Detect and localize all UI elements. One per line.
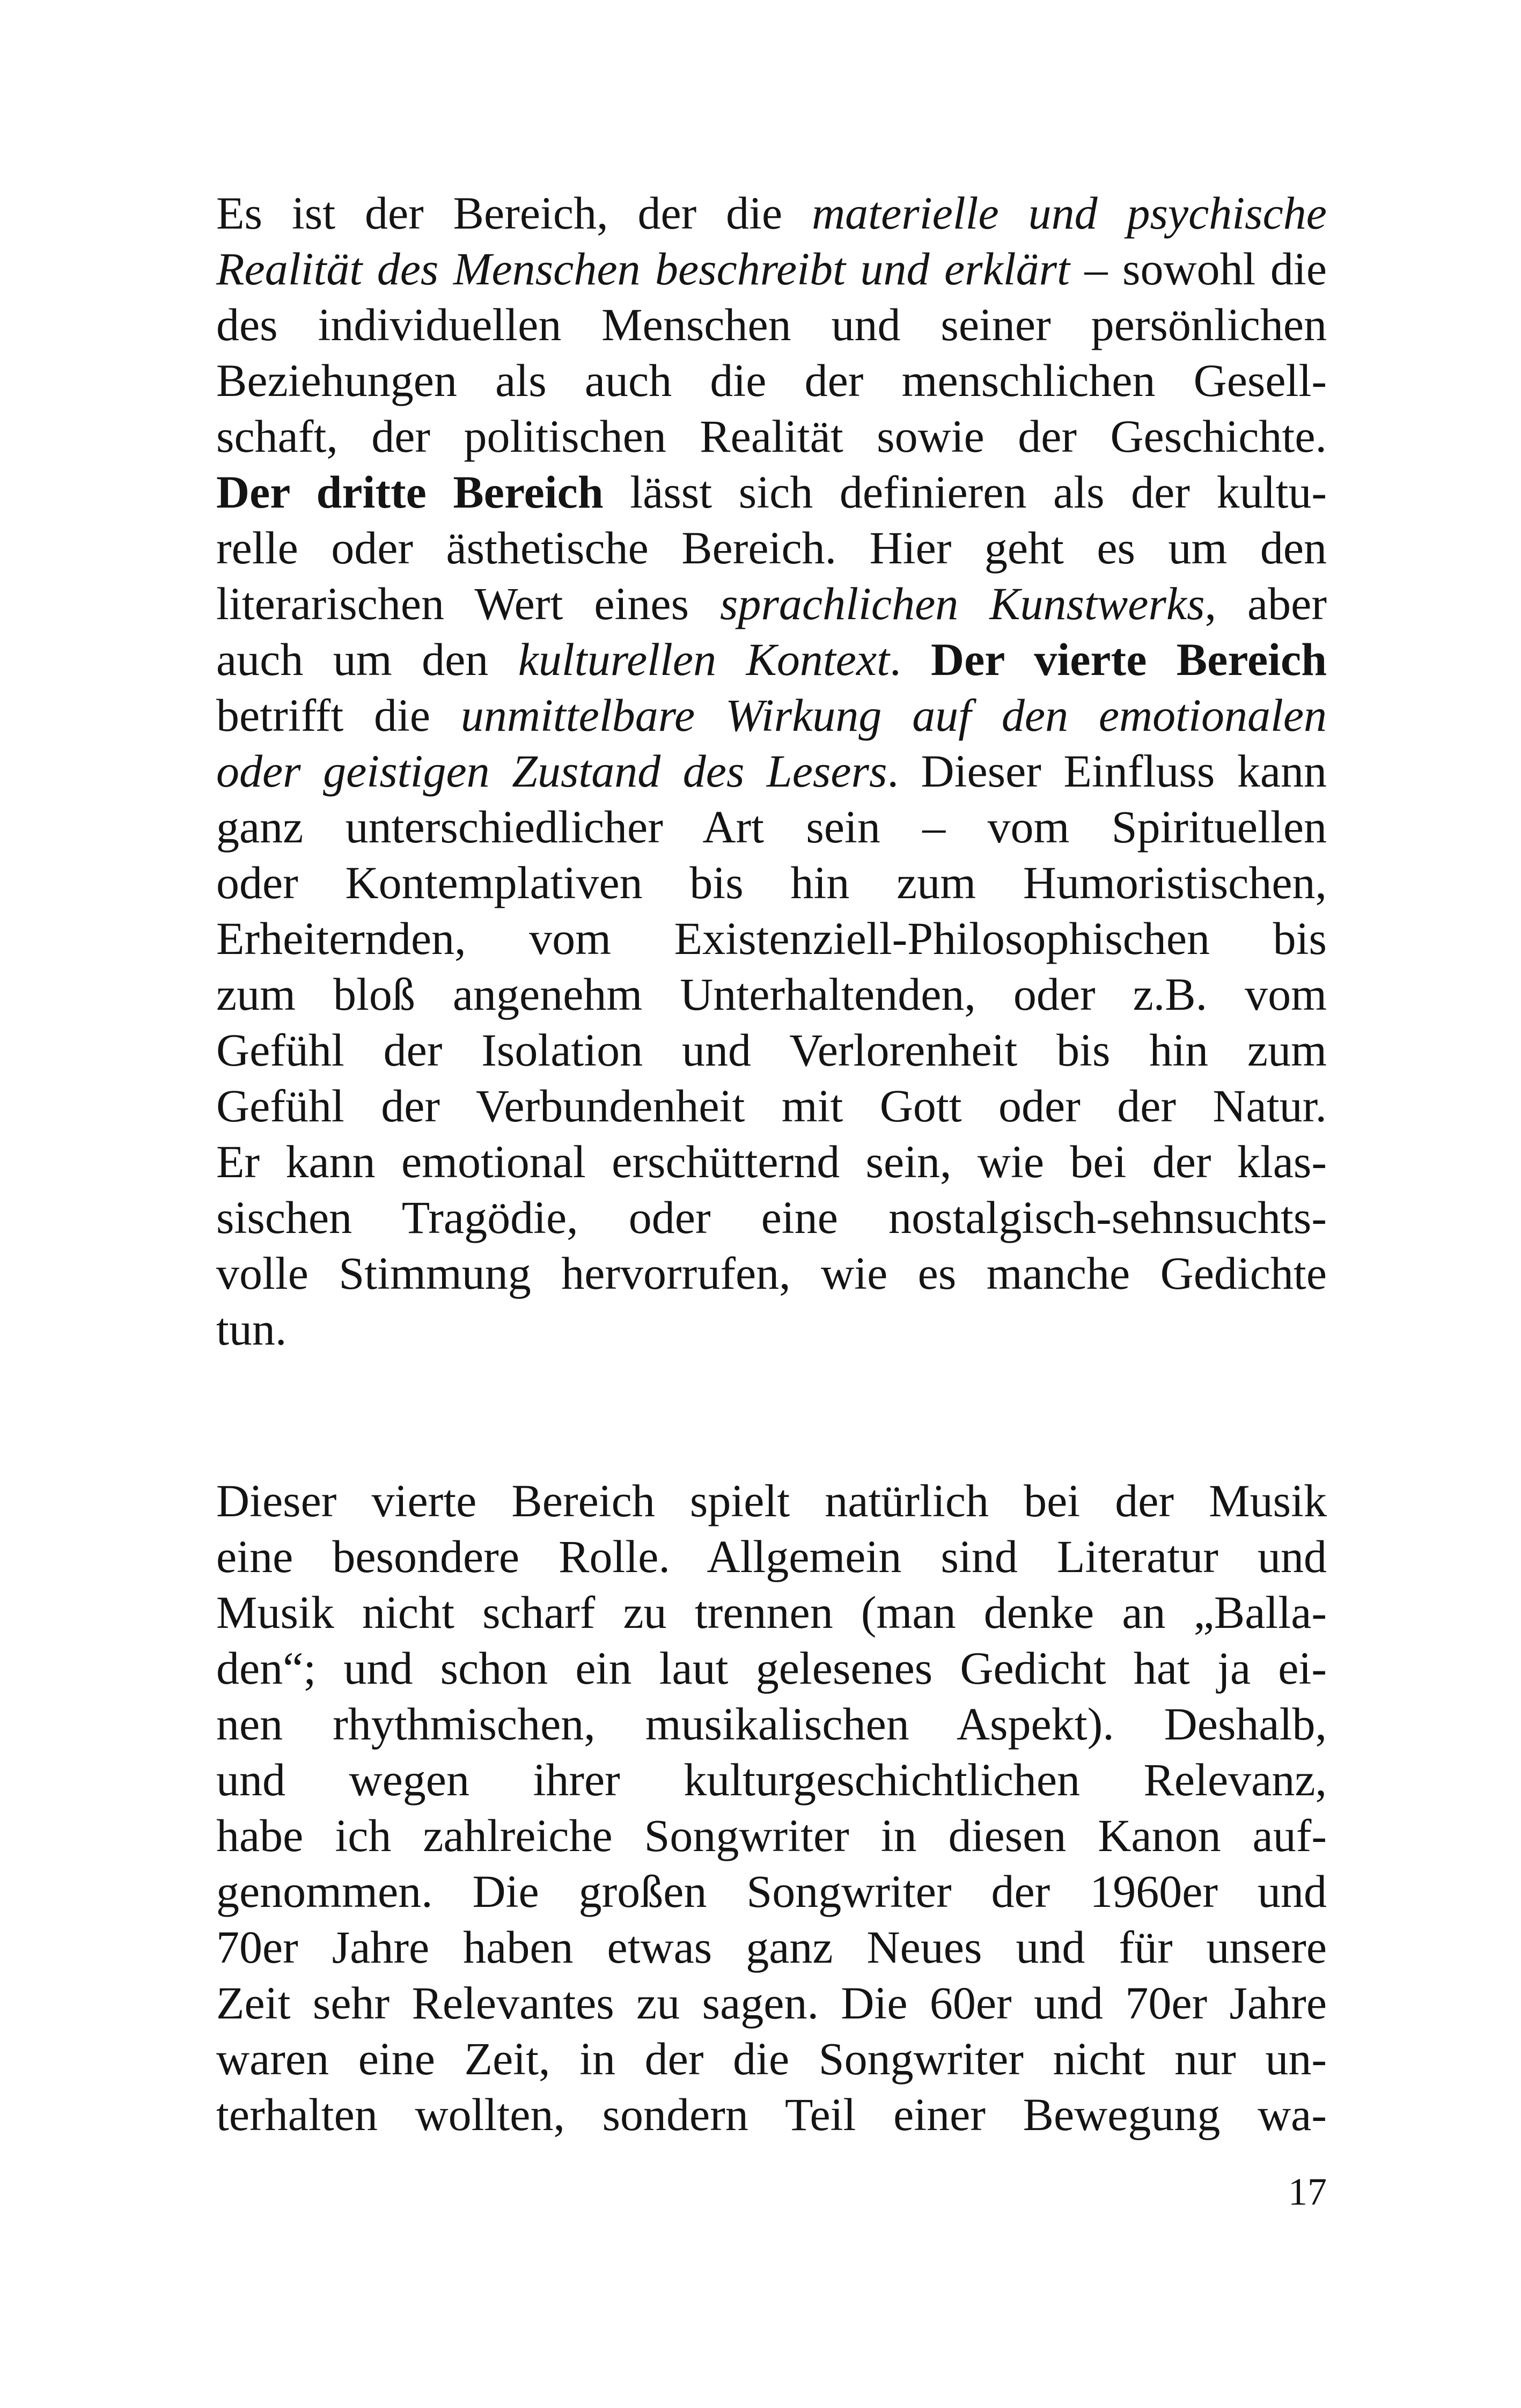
text-line (216, 241, 1327, 297)
text-line (216, 911, 1327, 966)
page-number: 17 (1288, 2170, 1327, 2213)
text-line (216, 1919, 1327, 1975)
text-line (216, 799, 1327, 855)
text-run: 70er Jahre haben etwas ganz Neues und für unsere (216, 1921, 1327, 1973)
text-run: nen rhythmischen, musikalischen Aspekt). Deshalb, (216, 1698, 1327, 1750)
text-run: Er kann emotional erschütternd sein, wie bei der klas- (216, 1136, 1327, 1187)
italic-text: materielle und psychische (812, 187, 1327, 239)
text-run: lässt sich definieren als der kultu- (603, 466, 1327, 518)
text-line (216, 1640, 1327, 1696)
text-line (216, 2031, 1327, 2087)
text-line (216, 1975, 1327, 2031)
text-run: oder Kontemplativen bis hin zum Humoristischen, (216, 857, 1327, 908)
text-line (216, 1134, 1327, 1190)
text-run: . (890, 634, 931, 685)
text-line (216, 1584, 1327, 1640)
text-run: tun. (216, 1303, 287, 1355)
text-run: , aber (1204, 578, 1327, 629)
text-run: und wegen ihrer kulturgeschichtlichen Relevanz, (216, 1754, 1327, 1805)
text-line (216, 1529, 1327, 1584)
text-line (216, 743, 1327, 799)
paragraph-1 (216, 185, 1327, 1357)
text-run: – sowohl die (1070, 243, 1327, 295)
text-line (216, 1473, 1327, 1529)
text-run: terhalten wollten, sondern Teil einer Bewegung wa- (216, 2089, 1327, 2140)
text-line (216, 966, 1327, 1022)
text-run: Erheiternden, vom Existenziell-Philosophischen bis (216, 913, 1327, 964)
text-line (216, 1245, 1327, 1301)
text-line (216, 185, 1327, 241)
text-run: Zeit sehr Relevantes zu sagen. Die 60er und 70er Jahre (216, 1977, 1327, 2029)
text-run: Dieser vierte Bereich spielt natürlich bei der Musik (216, 1475, 1327, 1526)
italic-text: sprachlichen Kunstwerks (720, 578, 1205, 629)
text-line (216, 1078, 1327, 1134)
text-line (216, 1696, 1327, 1752)
text-line (216, 1863, 1327, 1919)
text-line (216, 353, 1327, 408)
text-line (216, 2087, 1327, 2142)
italic-text: kulturellen Kontext (518, 634, 890, 685)
text-run: zum bloß angenehm Unterhaltenden, oder z.B. vom (216, 968, 1327, 1020)
text-run: sischen Tragödie, oder eine nostalgisch-sehnsuchts- (216, 1192, 1327, 1243)
text-run: des individuellen Menschen und seiner persönlichen (216, 299, 1327, 350)
text-run: Gefühl der Isolation und Verlorenheit bis hin zum (216, 1024, 1327, 1076)
text-run: schaft, der politischen Realität sowie der Geschichte. (216, 410, 1327, 462)
text-line (216, 1022, 1327, 1078)
text-run: auch um den (216, 634, 518, 685)
text-line (216, 632, 1327, 687)
text-run: eine besondere Rolle. Allgemein sind Literatur und (216, 1531, 1327, 1582)
text-line (216, 464, 1327, 520)
text-line (216, 855, 1327, 911)
text-run: Beziehungen als auch die der menschlichen Gesell- (216, 355, 1327, 406)
text-run: literarischen Wert eines (216, 578, 720, 629)
text-run: Gefühl der Verbundenheit mit Gott oder der Natur. (216, 1080, 1327, 1132)
text-run: den“; und schon ein laut gelesenes Gedicht hat ja ei- (216, 1642, 1327, 1694)
text-line (216, 1190, 1327, 1245)
text-run: volle Stimmung hervorrufen, wie es manche Gedichte (216, 1247, 1327, 1299)
text-line (216, 687, 1327, 743)
italic-text: unmittelbare Wirkung auf den emotionalen (460, 689, 1327, 741)
text-run: Musik nicht scharf zu trennen (man denke an „Balla- (216, 1587, 1327, 1638)
text-line (216, 1808, 1327, 1863)
text-line (216, 520, 1327, 576)
text-run: waren eine Zeit, in der die Songwriter nicht nur un- (216, 2033, 1327, 2084)
italic-text: Realität des Menschen beschreibt und erklärt (216, 243, 1070, 295)
bold-text: Der dritte Bereich (216, 466, 604, 518)
italic-text: oder geistigen Zustand des Lesers (216, 745, 887, 797)
bold-text: Der vierte Bereich (930, 634, 1327, 685)
text-run: relle oder ästhetische Bereich. Hier geht es um den (216, 522, 1327, 574)
text-line (216, 1752, 1327, 1808)
paragraph-2 (216, 1473, 1327, 2142)
text-run: habe ich zahlreiche Songwriter in diesen Kanon auf- (216, 1810, 1327, 1861)
text-line (216, 408, 1327, 464)
text-run: . Dieser Einfluss kann (887, 745, 1327, 797)
text-run: ganz unterschiedlicher Art sein – vom Spirituellen (216, 801, 1327, 853)
text-line (216, 576, 1327, 632)
text-line (216, 1301, 1327, 1357)
text-line (216, 297, 1327, 353)
text-run: betrifft die (216, 689, 461, 741)
text-run: genommen. Die großen Songwriter der 1960er und (216, 1866, 1327, 1917)
text-run: Es ist der Bereich, der die (216, 187, 812, 239)
